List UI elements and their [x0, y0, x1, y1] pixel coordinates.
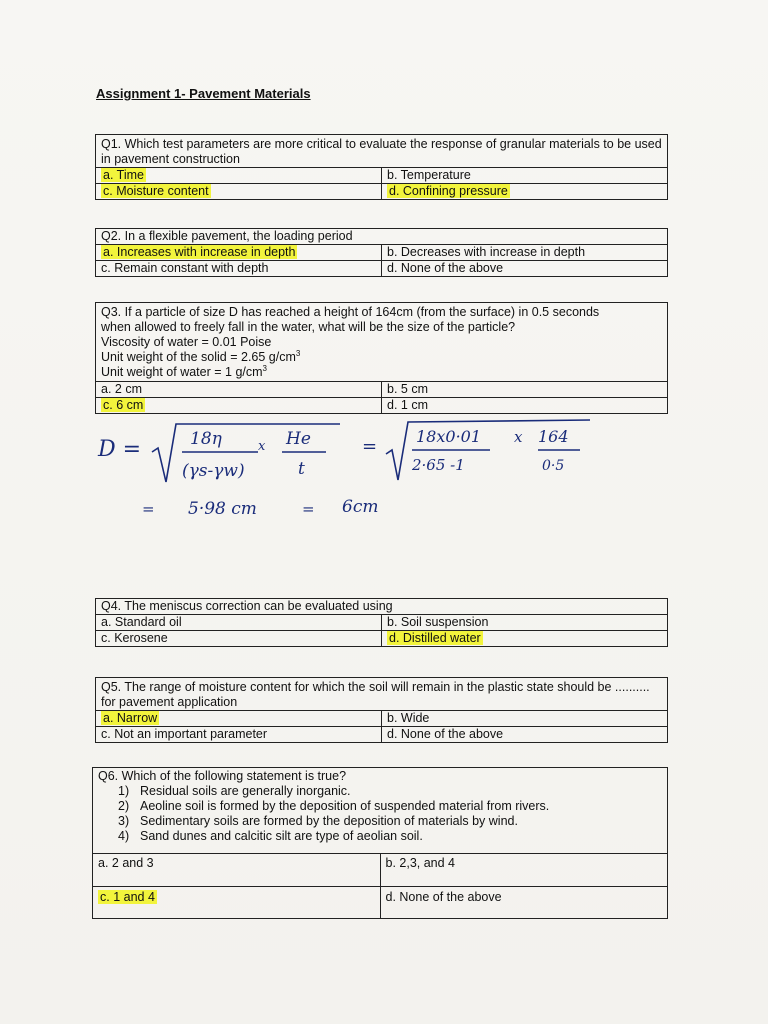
question-4-table: [95, 598, 668, 647]
q2-option-b[interactable]: b. Decreases with increase in depth: [382, 245, 668, 261]
q2-option-a[interactable]: a. Increases with increase in depth: [96, 245, 382, 261]
question-5-text: Q5. The range of moisture content for which the soil will remain in the plastic state should be .......... for pavement application: [96, 678, 668, 711]
page-title: Assignment 1- Pavement Materials: [96, 86, 311, 101]
question-2-text: Q2. In a flexible pavement, the loading period: [96, 229, 668, 245]
q3-line-2: when allowed to freely fall in the water, what will be the size of the particle?: [101, 320, 516, 334]
hw-frac3-num: 18x0·01: [416, 427, 482, 446]
hw-frac3-den: 2·65 -1: [412, 456, 465, 474]
q6-option-a[interactable]: a. 2 and 3: [93, 854, 381, 887]
hw-frac1-num: 18η: [190, 429, 222, 449]
handwritten-solution: [90, 412, 610, 522]
question-5-table: [95, 677, 668, 743]
q6-statement-list: [98, 784, 662, 844]
q5-option-a[interactable]: a. Narrow: [96, 711, 382, 727]
question-6-table: [92, 767, 668, 919]
q2-option-d[interactable]: d. None of the above: [382, 261, 668, 277]
q3-option-d[interactable]: d. 1 cm: [382, 398, 668, 414]
hw-frac2-num: He: [286, 429, 311, 449]
q6-statement-3: 3) Sedimentary soils are formed by the deposition of materials by wind.: [118, 814, 518, 828]
q3-line-3: Viscosity of water = 0.01 Poise: [101, 335, 272, 349]
q3-line-4: Unit weight of the solid = 2.65 $g/cm^3$: [101, 348, 301, 364]
q6-option-b[interactable]: b. 2,3, and 4: [380, 854, 668, 887]
q1-option-d[interactable]: d. Confining pressure: [382, 184, 668, 200]
q4-option-a[interactable]: a. Standard oil: [96, 615, 382, 631]
question-3-text: [96, 303, 668, 382]
q3-superscript-1: 3: [295, 348, 301, 358]
q1-option-c[interactable]: c. Moisture content: [96, 184, 382, 200]
q6-prompt: Q6. Which of the following statement is true?: [98, 769, 347, 783]
question-2-table: [95, 228, 668, 277]
question-6-text: [93, 768, 668, 854]
hw-times-2: x: [514, 428, 523, 446]
q5-option-c[interactable]: c. Not an important parameter: [96, 727, 382, 743]
hw-frac1-den: (γs-γw): [182, 461, 245, 481]
hw-approx-equals: =: [302, 500, 315, 518]
hw-final: 6cm: [342, 497, 379, 517]
q6-statement-1: 1) Residual soils are generally inorganic.: [118, 784, 351, 798]
question-1-text: Q1. Which test parameters are more critical to evaluate the response of granular materials to be used in pavement construction: [96, 135, 668, 168]
hw-times-1: x: [258, 439, 266, 454]
hw-frac4-den: 0·5: [542, 458, 565, 474]
q6-statement-4: 4) Sand dunes and calcitic silt are type of aeolian soil.: [118, 829, 423, 843]
sqrt-symbol-1: [152, 424, 340, 482]
hw-result: 5·98 cm: [188, 499, 257, 519]
hw-equals-2: =: [362, 436, 378, 457]
hw-frac2-den: t: [298, 459, 305, 479]
q6-option-c[interactable]: c. 1 and 4: [93, 887, 381, 919]
q3-option-b[interactable]: b. 5 cm: [382, 382, 668, 398]
q3-option-c[interactable]: c. 6 cm: [96, 398, 382, 414]
q4-option-b[interactable]: b. Soil suspension: [382, 615, 668, 631]
q4-option-d[interactable]: d. Distilled water: [382, 631, 668, 647]
q2-option-c[interactable]: c. Remain constant with depth: [96, 261, 382, 277]
q3-line-5: Unit weight of water = 1 $g/cm^3$: [101, 363, 267, 379]
q3-option-a[interactable]: a. 2 cm: [96, 382, 382, 398]
question-1-table: [95, 134, 668, 200]
q1-option-b[interactable]: b. Temperature: [382, 168, 668, 184]
hw-result-equals: =: [142, 500, 155, 518]
hw-d-label: D =: [98, 437, 142, 462]
q6-option-d[interactable]: d. None of the above: [380, 887, 668, 919]
hw-frac4-num: 164: [538, 427, 569, 446]
q3-superscript-2: 3: [262, 363, 267, 373]
q6-statement-2: 2) Aeoline soil is formed by the deposition of suspended material from rivers.: [118, 799, 550, 813]
q1-option-a[interactable]: a. Time: [96, 168, 382, 184]
q5-option-b[interactable]: b. Wide: [382, 711, 668, 727]
q3-line-1: Q3. If a particle of size D has reached a height of 164cm (from the surface) in 0.5 seconds: [101, 305, 600, 319]
question-3-table: [95, 302, 668, 414]
question-4-text: Q4. The meniscus correction can be evaluated using: [96, 599, 668, 615]
q4-option-c[interactable]: c. Kerosene: [96, 631, 382, 647]
q5-option-d[interactable]: d. None of the above: [382, 727, 668, 743]
